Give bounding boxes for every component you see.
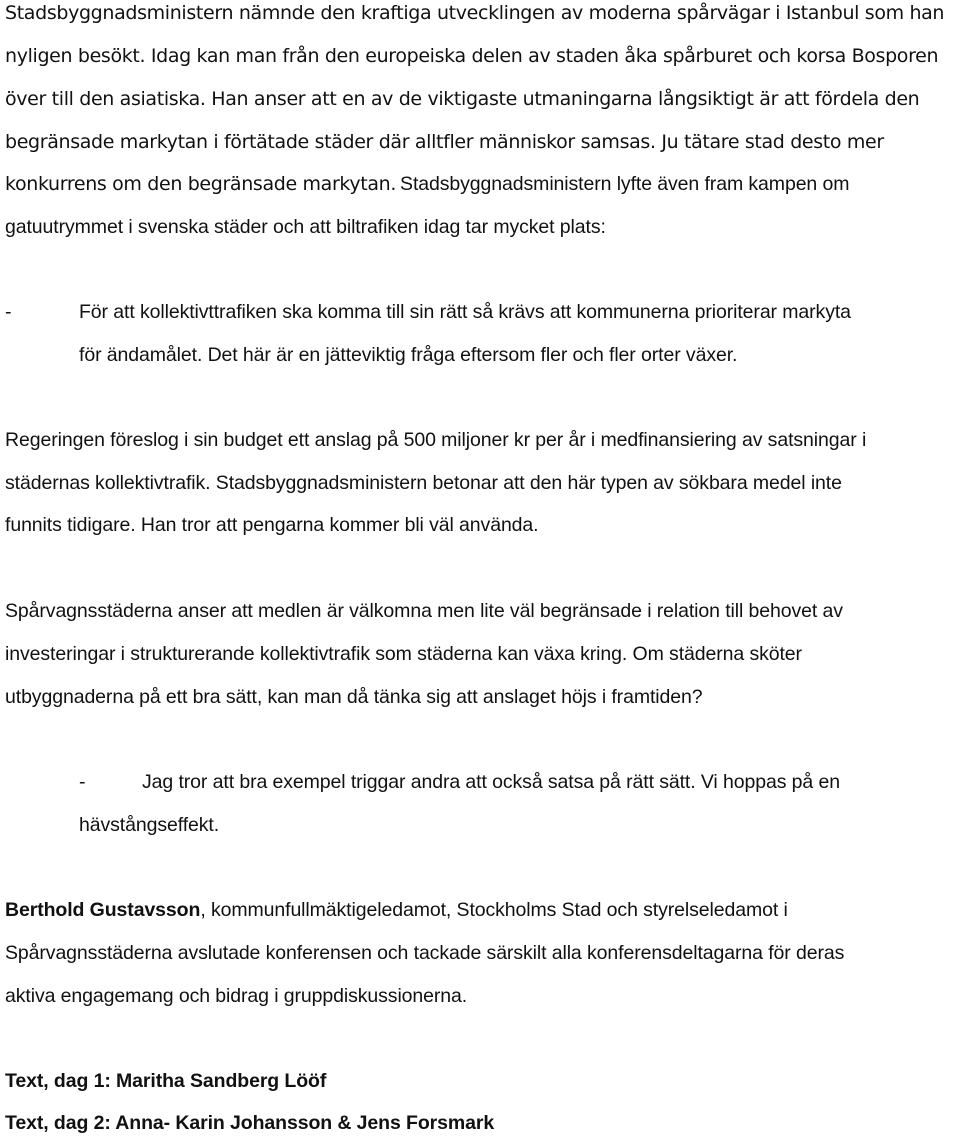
credit-day-2: Text, dag 2: Anna- Karin Johansson & Jens Forsmark [5, 1112, 495, 1134]
paragraph-1-line-6: gatuutrymmet i svenska städer och att biltrafiken idag tar mycket plats: [5, 216, 606, 238]
quote-1-line-1: För att kollektivttrafiken ska komma till sin rätt så krävs att kommunerna prioriterar markyta [79, 301, 851, 323]
quote-2-line-2: hävstångseffekt. [79, 814, 220, 836]
paragraph-1-line-5-start: konkurrens om den begränsade markytan. [5, 173, 397, 195]
speaker-name: Berthold Gustavsson [5, 899, 201, 921]
paragraph-1-line-3: över till den asiatiska. Han anser att en av de viktigaste utmaningarna långsiktigt är att fördela den [5, 88, 920, 110]
quote-2-line-1: Jag tror att bra exempel triggar andra att också satsa på rätt sätt. Vi hoppas på en [142, 771, 840, 793]
paragraph-1-line-4: begränsade markytan i förtätade städer där alltfler människor samsas. Ju tätare stad desto mer [5, 131, 884, 153]
paragraph-3-line-2: investeringar i strukturerande kollektivtrafik som städerna kan växa kring. Om städerna sköter [5, 643, 802, 665]
paragraph-2-line-3: funnits tidigare. Han tror att pengarna kommer bli väl använda. [5, 514, 539, 536]
paragraph-1-line-2: nyligen besökt. Idag kan man från den europeiska delen av staden åka spårburet och korsa Bosporen [5, 45, 939, 67]
paragraph-1-line-1: Stadsbyggnadsministern nämnde den kraftiga utvecklingen av moderna spårvägar i Istanbul som han [5, 2, 945, 24]
paragraph-2-line-1: Regeringen föreslog i sin budget ett anslag på 500 miljoner kr per år i medfinansiering av satsningar i [5, 429, 867, 451]
paragraph-4-line-1 [5, 898, 788, 922]
paragraph-3-line-1: Spårvagnsstäderna anser att medlen är välkomna men lite väl begränsade i relation till behovet av [5, 600, 843, 622]
paragraph-1-continuation-start: Stadsbyggnadsministern lyfte även fram kampen om [400, 173, 850, 195]
credit-day-1: Text, dag 1: Maritha Sandberg Lööf [5, 1070, 327, 1092]
paragraph-1-line-5 [5, 172, 849, 198]
quote-2-dash: - [79, 771, 86, 793]
quote-1-line-2: för ändamålet. Det här är en jätteviktig fråga eftersom fler och fler orter växer. [79, 344, 738, 366]
paragraph-4-line-2: Spårvagnsstäderna avslutade konferensen och tackade särskilt alla konferensdeltagarna för deras [5, 942, 845, 964]
quote-1-dash: - [5, 301, 12, 323]
paragraph-2-line-2: städernas kollektivtrafik. Stadsbyggnadsministern betonar att den här typen av sökbara medel inte [5, 472, 842, 494]
speaker-title: , kommunfullmäktigeledamot, Stockholms Stad och styrelseledamot i [200, 899, 788, 921]
paragraph-4-line-3: aktiva engagemang och bidrag i gruppdiskussionerna. [5, 985, 468, 1007]
paragraph-3-line-3: utbyggnaderna på ett bra sätt, kan man då tänka sig att anslaget höjs i framtiden? [5, 686, 703, 708]
